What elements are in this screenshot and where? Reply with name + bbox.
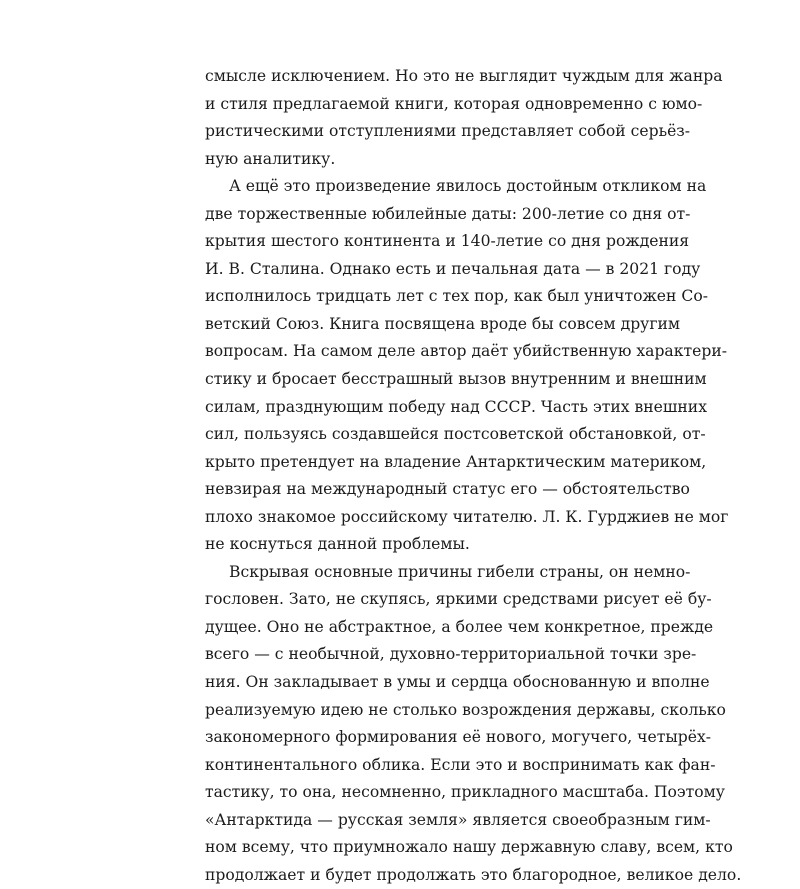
text-line: закономерного формирования её нового, могучего, четырёх- (205, 728, 712, 747)
text-line: тастику, то она, несомненно, прикладного масштаба. Поэтому (205, 783, 725, 802)
text-line: плохо знакомое российскому читателю. Л. К. Гурджиев не мог (205, 507, 729, 526)
text-line: крыто претендует на владение Антарктическим материком, (205, 452, 707, 471)
text-line: продолжает и будет продолжать это благородное, великое дело. (205, 865, 742, 884)
text-line: ния. Он закладывает в умы и сердца обоснованную и вполне (205, 673, 710, 692)
text-line: ную аналитику. (205, 149, 336, 168)
text-line: континентального облика. Если это и воспринимать как фан- (205, 755, 716, 774)
text-line: ном всему, что приумножало нашу державную славу, всем, кто (205, 838, 733, 857)
text-line: гословен. Зато, не скупясь, яркими средствами рисует её бу- (205, 590, 712, 609)
text-line: дущее. Оно не абстрактное, а более чем конкретное, прежде (205, 617, 714, 636)
text-line: стику и бросает бесстрашный вызов внутренним и внешним (205, 370, 707, 389)
text-line: силам, празднующим победу над СССР. Часть этих внешних (205, 397, 707, 416)
text-line: «Антарктида — русская земля» является своеобразным гим- (205, 810, 711, 829)
text-line: смысле исключением. Но это не выглядит чуждым для жанра (205, 67, 723, 85)
text-line: ристическими отступлениями представляет собой серьёз- (205, 122, 691, 141)
text-line: вопросам. На самом деле автор даёт убийственную характери- (205, 342, 727, 361)
text-line: невзирая на международный статус его — обстоятельство (205, 480, 690, 499)
text-line: сил, пользуясь создавшейся постсоветской обстановкой, от- (205, 425, 706, 444)
body-text (205, 63, 742, 889)
text-line: Вскрывая основные причины гибели страны, он немно- (229, 562, 691, 581)
text-line: ветский Союз. Книга посвящена вроде бы совсем другим (205, 314, 681, 333)
text-line: и стиля предлагаемой книги, которая одновременно с юмо- (205, 94, 703, 113)
text-line: А ещё это произведение явилось достойным откликом на (229, 177, 707, 196)
text-line: крытия шестого континента и 140-летие со дня рождения (205, 232, 690, 251)
paragraph (205, 559, 742, 889)
text-line: две торжественные юбилейные даты: 200-летие со дня от- (205, 204, 691, 223)
paragraph (205, 173, 729, 559)
text-line: И. В. Сталина. Однако есть и печальная дата — в 2021 году (205, 259, 701, 278)
text-line: исполнилось тридцать лет с тех пор, как был уничтожен Со- (205, 287, 708, 306)
paragraph (205, 63, 723, 173)
text-line: реализуемую идею не столько возрождения державы, сколько (205, 700, 726, 719)
text-line: всего — с необычной, духовно-территориальной точки зре- (205, 645, 697, 664)
text-line: не коснуться данной проблемы. (205, 535, 470, 554)
